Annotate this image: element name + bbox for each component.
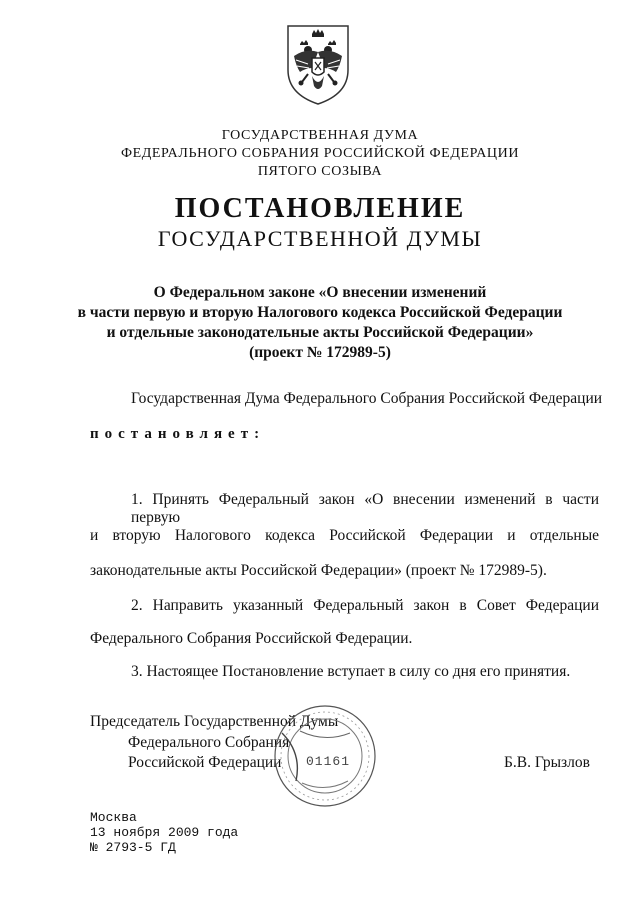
item-3-line-1: 3. Настоящее Постановление вступает в силу со дня его принятия. [131, 663, 571, 680]
footer-date: 13 ноября 2009 года [90, 825, 239, 840]
footer-city: Москва [90, 810, 137, 825]
item-1-line-2: и вторую Налогового кодекса Российской Федерации и отдельные [90, 527, 599, 544]
preamble-text: Государственная Дума Федерального Собрания Российской Федерации [131, 390, 603, 407]
subject-line-4: (проект № 172989-5) [249, 344, 391, 361]
signatory-name: Б.В. Грызлов [504, 754, 590, 771]
header-line-1: ГОСУДАРСТВЕННАЯ ДУМА [221, 128, 419, 143]
document-title: ПОСТАНОВЛЕНИЕ [174, 193, 466, 224]
header-line-3: ПЯТОГО СОЗЫВА [257, 164, 383, 179]
header-line-2: ФЕДЕРАЛЬНОГО СОБРАНИЯ РОССИЙСКОЙ ФЕДЕРАЦИИ [120, 146, 520, 161]
subject-line-1: О Федеральном законе «О внесении изменений [153, 284, 487, 301]
signatory-title-line-2: Федерального Собрания [128, 734, 290, 751]
item-2-line-2: Федерального Собрания Российской Федерации. [90, 630, 413, 647]
resolves-word: постановляет: [90, 426, 266, 442]
document-subtitle: ГОСУДАРСТВЕННОЙ ДУМЫ [157, 226, 483, 251]
subject-line-3: и отдельные законодательные акты Российской Федерации» [106, 324, 534, 341]
item-1-line-3: законодательные акты Российской Федерации» (проект № 172989-5). [90, 562, 547, 579]
stamp-number: 01161 [306, 754, 351, 769]
signatory-title-line-1: Председатель Государственной Думы [90, 713, 339, 730]
footer-number: № 2793-5 ГД [90, 840, 176, 855]
item-1-line-1: 1. Принять Федеральный закон «О внесении изменений в части первую [131, 491, 599, 526]
item-2-line-1: 2. Направить указанный Федеральный закон в Совет Федерации [131, 597, 599, 614]
subject-line-2: в части первую и вторую Налогового кодекса Российской Федерации [77, 304, 563, 321]
coat-of-arms-emblem [278, 22, 358, 108]
signatory-title-line-3: Российской Федерации [128, 754, 282, 771]
